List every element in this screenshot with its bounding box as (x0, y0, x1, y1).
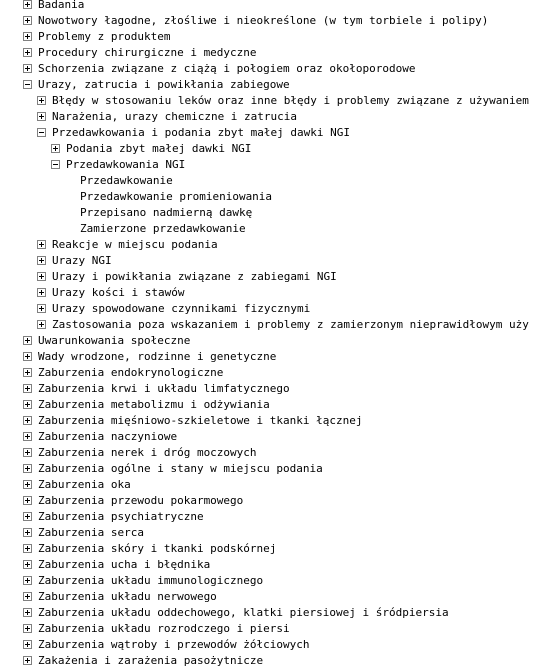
tree-node[interactable] (0, 29, 553, 45)
tree-node[interactable] (0, 333, 553, 349)
tree-node[interactable] (0, 573, 553, 589)
tree-node[interactable] (0, 221, 553, 237)
tree-node[interactable] (0, 637, 553, 653)
tree-node-label[interactable]: Zaburzenia układu rozrodczego i piersi (38, 622, 290, 635)
tree-node-label[interactable]: Błędy w stosowaniu leków oraz inne błędy i problemy związane z używaniem (52, 94, 529, 107)
expand-icon[interactable] (23, 480, 32, 489)
collapse-icon[interactable] (37, 128, 46, 137)
tree-node-label[interactable]: Urazy kości i stawów (52, 286, 185, 299)
expand-icon[interactable] (37, 256, 46, 265)
tree-node[interactable] (0, 381, 553, 397)
expand-icon[interactable] (23, 432, 32, 441)
tree-node[interactable] (0, 237, 553, 253)
expand-icon[interactable] (37, 304, 46, 313)
expand-icon[interactable] (37, 320, 46, 329)
tree-node-label[interactable]: Przepisano nadmierną dawkę (80, 206, 253, 219)
tree-node-label[interactable]: Schorzenia związane z ciążą i połogiem oraz okołoporodowe (38, 62, 416, 75)
expand-icon[interactable] (23, 416, 32, 425)
tree-node[interactable] (0, 189, 553, 205)
tree-node-label[interactable]: Urazy i powikłania związane z zabiegami NGI (52, 270, 337, 283)
expand-icon[interactable] (23, 496, 32, 505)
tree-node-label[interactable]: Zaburzenia układu immunologicznego (38, 574, 264, 587)
expand-icon[interactable] (23, 0, 32, 9)
tree-node[interactable] (0, 173, 553, 189)
expand-icon[interactable] (23, 448, 32, 457)
tree-node[interactable] (0, 77, 553, 93)
tree-node-label[interactable]: Zaburzenia mięśniowo-szkieletowe i tkanki łącznej (38, 414, 363, 427)
expand-icon[interactable] (23, 576, 32, 585)
expand-icon[interactable] (23, 400, 32, 409)
tree-node[interactable] (0, 45, 553, 61)
tree-node[interactable] (0, 141, 553, 157)
tree-node-label[interactable]: Zaburzenia układu oddechowego, klatki piersiowej i śródpiersia (38, 606, 449, 619)
tree-node[interactable] (0, 93, 553, 109)
expand-icon[interactable] (23, 512, 32, 521)
tree-node-label[interactable]: Procedury chirurgiczne i medyczne (38, 46, 257, 59)
expand-icon[interactable] (23, 368, 32, 377)
tree-node-label[interactable]: Zaburzenia oka (38, 478, 131, 491)
tree-node-label[interactable]: Badania (38, 0, 85, 11)
tree-node[interactable] (0, 621, 553, 637)
expand-icon[interactable] (23, 352, 32, 361)
tree-node-label[interactable]: Narażenia, urazy chemiczne i zatrucia (52, 110, 298, 123)
tree-node[interactable] (0, 253, 553, 269)
expand-icon[interactable] (37, 288, 46, 297)
tree-node-label[interactable]: Zaburzenia krwi i układu limfatycznego (38, 382, 290, 395)
tree-node-label[interactable]: Zakażenia i zarażenia pasożytnicze (38, 654, 264, 667)
tree-node-label[interactable]: Zamierzone przedawkowanie (80, 222, 246, 235)
collapse-icon[interactable] (51, 160, 60, 169)
expand-icon[interactable] (51, 144, 60, 153)
expand-icon[interactable] (23, 336, 32, 345)
tree-node[interactable] (0, 301, 553, 317)
tree-node-label[interactable]: Zaburzenia ogólne i stany w miejscu podania (38, 462, 323, 475)
expand-icon[interactable] (23, 624, 32, 633)
tree-node-label[interactable]: Zaburzenia ucha i błędnika (38, 558, 211, 571)
tree-node[interactable] (0, 0, 553, 13)
expand-icon[interactable] (23, 528, 32, 537)
tree-node[interactable] (0, 317, 553, 333)
tree-node[interactable] (0, 461, 553, 477)
tree-node-label[interactable]: Przedawkowanie promieniowania (80, 190, 273, 203)
tree-node-label[interactable]: Przedawkowania i podania zbyt małej dawki NGI (52, 126, 351, 139)
expand-icon[interactable] (23, 384, 32, 393)
tree-node[interactable] (0, 605, 553, 621)
collapse-icon[interactable] (23, 80, 32, 89)
tree-node[interactable] (0, 509, 553, 525)
tree-node[interactable] (0, 525, 553, 541)
expand-icon[interactable] (23, 544, 32, 553)
expand-icon[interactable] (23, 464, 32, 473)
tree-node-label[interactable]: Reakcje w miejscu podania (52, 238, 218, 251)
tree-node-label[interactable]: Przedawkowanie (80, 174, 173, 187)
tree-node[interactable] (0, 557, 553, 573)
tree-node-label[interactable]: Zaburzenia układu nerwowego (38, 590, 217, 603)
tree-node-label[interactable]: Zaburzenia naczyniowe (38, 430, 178, 443)
tree-node-label[interactable]: Podania zbyt małej dawki NGI (66, 142, 252, 155)
expand-icon[interactable] (23, 608, 32, 617)
expand-icon[interactable] (37, 272, 46, 281)
expand-icon[interactable] (23, 656, 32, 665)
tree-node[interactable] (0, 445, 553, 461)
tree-node[interactable] (0, 397, 553, 413)
tree-node[interactable] (0, 365, 553, 381)
tree-node-label[interactable]: Wady wrodzone, rodzinne i genetyczne (38, 350, 277, 363)
tree-node[interactable] (0, 349, 553, 365)
tree-node[interactable] (0, 61, 553, 77)
tree-node[interactable] (0, 493, 553, 509)
tree-node[interactable] (0, 429, 553, 445)
tree-node[interactable] (0, 413, 553, 429)
tree-node-label[interactable]: Zaburzenia nerek i dróg moczowych (38, 446, 257, 459)
expand-icon[interactable] (37, 112, 46, 121)
expand-icon[interactable] (23, 16, 32, 25)
tree-node[interactable] (0, 589, 553, 605)
expand-icon[interactable] (23, 32, 32, 41)
tree-node-label[interactable]: Uwarunkowania społeczne (38, 334, 191, 347)
expand-icon[interactable] (23, 640, 32, 649)
expand-icon[interactable] (23, 64, 32, 73)
tree-node-label[interactable]: Urazy NGI (52, 254, 112, 267)
tree-node[interactable] (0, 269, 553, 285)
expand-icon[interactable] (23, 592, 32, 601)
tree-node[interactable] (0, 285, 553, 301)
tree-node-label[interactable]: Urazy spowodowane czynnikami fizycznymi (52, 302, 311, 315)
expand-icon[interactable] (23, 48, 32, 57)
tree-node[interactable] (0, 157, 553, 173)
tree-node[interactable] (0, 125, 553, 141)
tree-node[interactable] (0, 653, 553, 669)
tree-node[interactable] (0, 109, 553, 125)
tree-node-label[interactable]: Zaburzenia wątroby i przewodów żółciowych (38, 638, 310, 651)
tree-node-label[interactable]: Zaburzenia psychiatryczne (38, 510, 204, 523)
tree-node-label[interactable]: Przedawkowania NGI (66, 158, 186, 171)
tree-node[interactable] (0, 477, 553, 493)
expand-icon[interactable] (37, 240, 46, 249)
tree-node-label[interactable]: Zaburzenia serca (38, 526, 144, 539)
tree-node[interactable] (0, 13, 553, 29)
tree-node-label[interactable]: Urazy, zatrucia i powikłania zabiegowe (38, 78, 290, 91)
tree-node-label[interactable]: Zaburzenia endokrynologiczne (38, 366, 224, 379)
tree-node-label[interactable]: Zaburzenia przewodu pokarmowego (38, 494, 244, 507)
tree-node-label[interactable]: Zastosowania poza wskazaniem i problemy z zamierzonym nieprawidłowym uży (52, 318, 529, 331)
tree-node-label[interactable]: Zaburzenia skóry i tkanki podskórnej (38, 542, 277, 555)
tree-node-label[interactable]: Problemy z produktem (38, 30, 171, 43)
expand-icon[interactable] (37, 96, 46, 105)
tree-node-label[interactable]: Nowotwory łagodne, złośliwe i nieokreślone (w tym torbiele i polipy) (38, 14, 489, 27)
tree-node[interactable] (0, 205, 553, 221)
tree-node-label[interactable]: Zaburzenia metabolizmu i odżywiania (38, 398, 270, 411)
tree-node[interactable] (0, 541, 553, 557)
expand-icon[interactable] (23, 560, 32, 569)
